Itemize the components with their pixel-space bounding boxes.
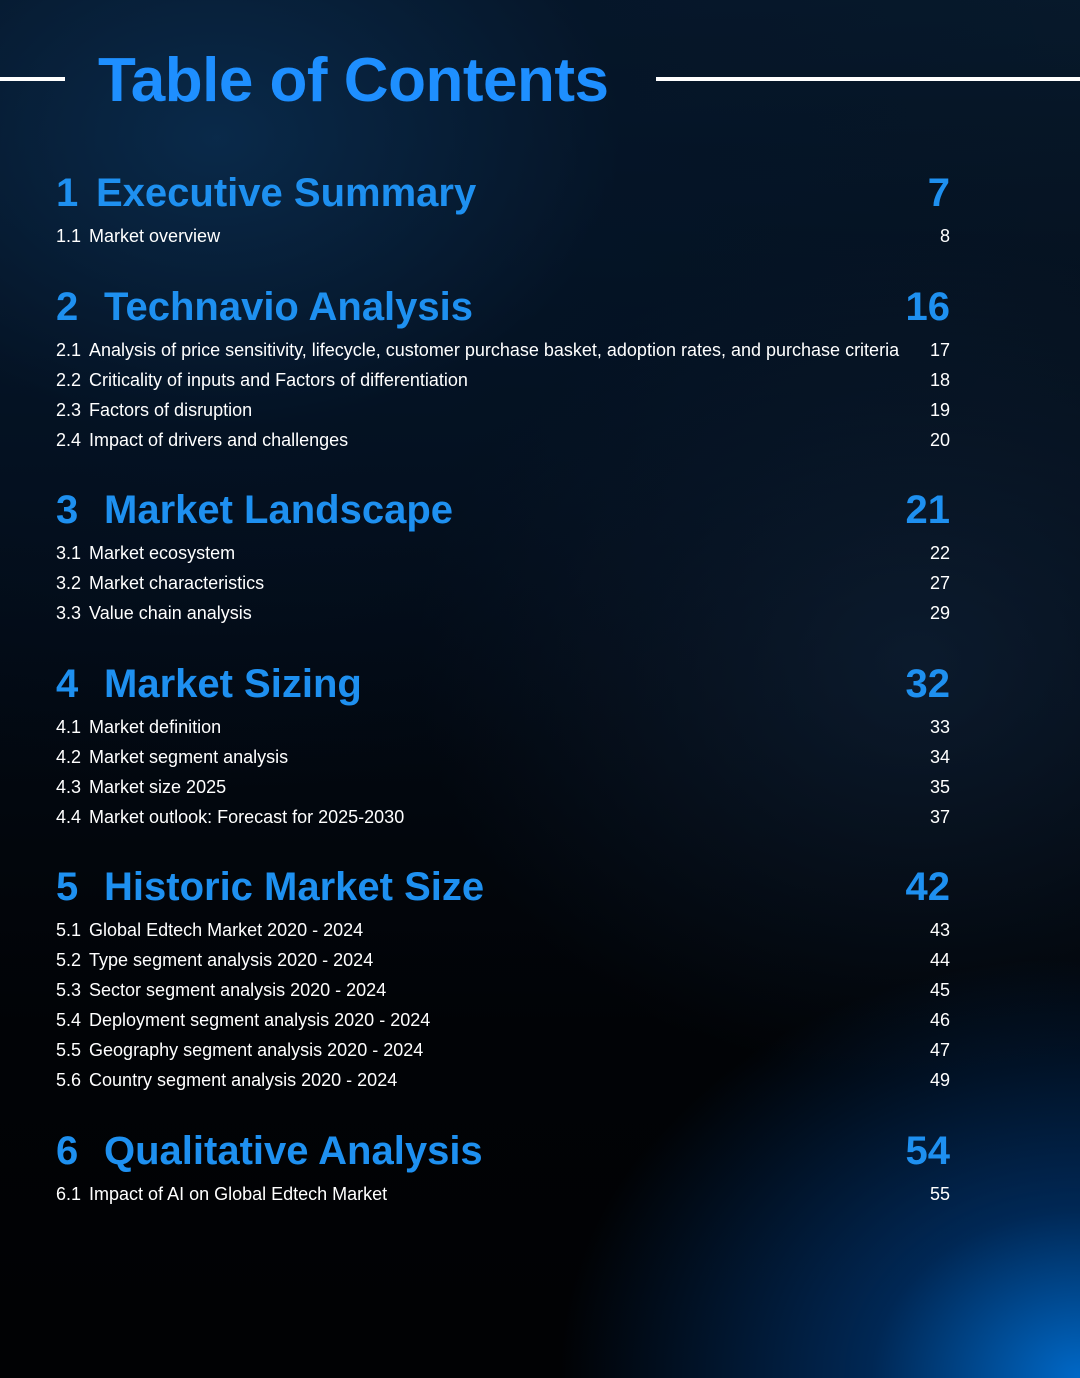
toc-entry[interactable] bbox=[56, 1005, 950, 1035]
entry-page-number: 8 bbox=[939, 226, 950, 246]
entry-page-number: 29 bbox=[929, 603, 950, 623]
entry-title: Market definition bbox=[89, 717, 222, 737]
toc-entry[interactable] bbox=[56, 395, 950, 425]
toc-section-5 bbox=[56, 859, 950, 1095]
section-page-number: 32 bbox=[905, 662, 950, 706]
subsection-list bbox=[56, 538, 950, 628]
entry-number: 3.1 bbox=[56, 543, 82, 563]
section-heading[interactable] bbox=[56, 482, 950, 538]
toc-entry[interactable] bbox=[56, 538, 950, 568]
section-number: 6 bbox=[56, 1129, 79, 1173]
subsection-list bbox=[56, 1179, 950, 1209]
entry-number: 1.1 bbox=[56, 226, 82, 246]
entry-title: Type segment analysis 2020 - 2024 bbox=[89, 950, 374, 970]
entry-title: Geography segment analysis 2020 - 2024 bbox=[89, 1040, 424, 1060]
entry-page-number: 47 bbox=[929, 1040, 950, 1060]
entry-title: Impact of drivers and challenges bbox=[89, 430, 349, 450]
entry-page-number: 44 bbox=[929, 950, 950, 970]
toc-entry[interactable] bbox=[56, 772, 950, 802]
toc-entry[interactable] bbox=[56, 975, 950, 1005]
entry-title: Country segment analysis 2020 - 2024 bbox=[89, 1070, 398, 1090]
toc-entry[interactable] bbox=[56, 365, 950, 395]
entry-page-number: 37 bbox=[929, 807, 950, 827]
entry-number: 5.4 bbox=[56, 1010, 82, 1030]
entry-number: 5.1 bbox=[56, 920, 82, 940]
section-number: 4 bbox=[56, 662, 79, 706]
toc-entry[interactable] bbox=[56, 712, 950, 742]
entry-number: 2.3 bbox=[56, 400, 82, 420]
subsection-list bbox=[56, 712, 950, 832]
entry-page-number: 19 bbox=[929, 400, 950, 420]
entry-title: Market overview bbox=[89, 226, 221, 246]
entry-title: Impact of AI on Global Edtech Market bbox=[89, 1184, 388, 1204]
entry-page-number: 35 bbox=[929, 777, 950, 797]
toc-entry[interactable] bbox=[56, 742, 950, 772]
entry-page-number: 34 bbox=[929, 747, 950, 767]
entry-number: 5.2 bbox=[56, 950, 82, 970]
entry-page-number: 43 bbox=[929, 920, 950, 940]
entry-page-number: 20 bbox=[929, 430, 950, 450]
toc-section-1 bbox=[56, 165, 950, 251]
section-heading[interactable] bbox=[56, 165, 950, 221]
entry-title: Market ecosystem bbox=[89, 543, 236, 563]
section-title: Market Sizing bbox=[104, 662, 362, 706]
section-heading[interactable] bbox=[56, 279, 950, 335]
entry-page-number: 46 bbox=[929, 1010, 950, 1030]
toc-entry[interactable] bbox=[56, 1035, 950, 1065]
page-header bbox=[0, 40, 1080, 120]
entry-number: 2.2 bbox=[56, 370, 82, 390]
toc-entry[interactable] bbox=[56, 335, 950, 365]
toc-entry[interactable] bbox=[56, 598, 950, 628]
section-page-number: 42 bbox=[905, 865, 950, 909]
entry-title: Factors of disruption bbox=[89, 400, 253, 420]
entry-page-number: 22 bbox=[929, 543, 950, 563]
entry-number: 2.4 bbox=[56, 430, 82, 450]
section-title: Market Landscape bbox=[104, 488, 454, 532]
entry-number: 4.4 bbox=[56, 807, 82, 827]
toc-entry[interactable] bbox=[56, 568, 950, 598]
section-title: Executive Summary bbox=[96, 171, 477, 215]
section-number: 3 bbox=[56, 488, 79, 532]
entry-number: 4.3 bbox=[56, 777, 82, 797]
subsection-list bbox=[56, 221, 950, 251]
entry-number: 5.3 bbox=[56, 980, 82, 1000]
entry-page-number: 45 bbox=[929, 980, 950, 1000]
toc-entry[interactable] bbox=[56, 425, 950, 455]
toc-entry[interactable] bbox=[56, 945, 950, 975]
header-rule-left bbox=[0, 77, 65, 81]
subsection-list bbox=[56, 335, 950, 455]
section-title: Historic Market Size bbox=[104, 865, 485, 909]
entry-title: Value chain analysis bbox=[89, 603, 252, 623]
section-page-number: 16 bbox=[905, 285, 950, 329]
entry-title: Market outlook: Forecast for 2025-2030 bbox=[89, 807, 405, 827]
section-number: 1 bbox=[56, 171, 79, 215]
toc-entry[interactable] bbox=[56, 221, 950, 251]
toc-section-6 bbox=[56, 1123, 950, 1209]
entry-number: 4.1 bbox=[56, 717, 82, 737]
entry-title: Deployment segment analysis 2020 - 2024 bbox=[89, 1010, 431, 1030]
entry-title: Analysis of price sensitivity, lifecycle, customer purchase basket, adoption rates, and purchase criteria bbox=[89, 340, 900, 360]
entry-title: Market characteristics bbox=[89, 573, 265, 593]
section-page-number: 54 bbox=[905, 1129, 950, 1173]
toc-entry[interactable] bbox=[56, 802, 950, 832]
entry-page-number: 18 bbox=[929, 370, 950, 390]
section-heading[interactable] bbox=[56, 1123, 950, 1179]
section-page-number: 21 bbox=[905, 488, 950, 532]
section-heading[interactable] bbox=[56, 656, 950, 712]
subsection-list bbox=[56, 915, 950, 1095]
entry-title: Criticality of inputs and Factors of differentiation bbox=[89, 370, 468, 390]
entry-page-number: 49 bbox=[929, 1070, 950, 1090]
header-rule-right bbox=[656, 77, 1080, 81]
entry-page-number: 33 bbox=[929, 717, 950, 737]
toc-entry[interactable] bbox=[56, 1179, 950, 1209]
section-page-number: 7 bbox=[927, 171, 950, 215]
toc-section-4 bbox=[56, 656, 950, 832]
table-of-contents bbox=[56, 165, 950, 1209]
section-title: Qualitative Analysis bbox=[104, 1129, 483, 1173]
entry-number: 4.2 bbox=[56, 747, 82, 767]
section-heading[interactable] bbox=[56, 859, 950, 915]
entry-number: 5.5 bbox=[56, 1040, 82, 1060]
section-title: Technavio Analysis bbox=[104, 285, 474, 329]
entry-title: Sector segment analysis 2020 - 2024 bbox=[89, 980, 387, 1000]
toc-section-2 bbox=[56, 279, 950, 455]
toc-section-3 bbox=[56, 482, 950, 628]
entry-title: Global Edtech Market 2020 - 2024 bbox=[89, 920, 364, 940]
entry-page-number: 17 bbox=[929, 340, 950, 360]
entry-number: 6.1 bbox=[56, 1184, 82, 1204]
section-number: 2 bbox=[56, 285, 79, 329]
entry-title: Market size 2025 bbox=[89, 777, 227, 797]
page-title: Table of Contents bbox=[98, 46, 609, 115]
entry-number: 5.6 bbox=[56, 1070, 82, 1090]
entry-page-number: 55 bbox=[929, 1184, 950, 1204]
toc-entry[interactable] bbox=[56, 1065, 950, 1095]
toc-entry[interactable] bbox=[56, 915, 950, 945]
section-number: 5 bbox=[56, 865, 79, 909]
entry-number: 3.3 bbox=[56, 603, 82, 623]
entry-number: 3.2 bbox=[56, 573, 82, 593]
entry-number: 2.1 bbox=[56, 340, 82, 360]
entry-title: Market segment analysis bbox=[89, 747, 289, 767]
entry-page-number: 27 bbox=[929, 573, 950, 593]
